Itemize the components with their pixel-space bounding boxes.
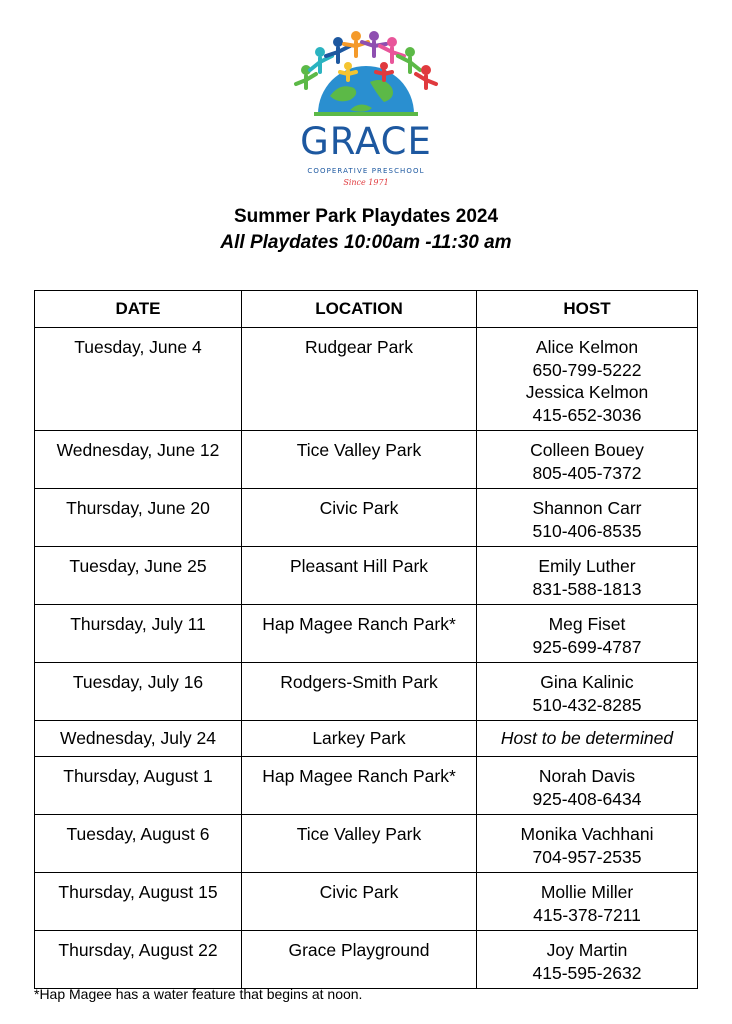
date-cell: Thursday, August 1: [35, 757, 242, 815]
date-cell: Wednesday, July 24: [35, 721, 242, 757]
location-cell: Hap Magee Ranch Park*: [242, 757, 477, 815]
table-header-row: [35, 291, 698, 328]
school-logo: [290, 26, 442, 187]
host-cell: [477, 721, 698, 757]
host-name: Norah Davis: [538, 766, 636, 786]
host-phone: 510-406-8535: [532, 520, 642, 541]
host-cell: [477, 663, 698, 721]
host-phone: 415-652-3036: [532, 404, 642, 425]
host-name: Alice Kelmon: [535, 337, 639, 357]
host-phone: 415-378-7211: [533, 904, 641, 925]
host-name: Shannon Carr: [532, 498, 642, 518]
host-phone: 925-408-6434: [532, 788, 642, 809]
date-cell: Thursday, July 11: [35, 605, 242, 663]
column-header-host: HOST: [477, 291, 698, 328]
host-cell: [477, 431, 698, 489]
host-phone: 925-699-4787: [532, 636, 642, 657]
column-header-date: DATE: [35, 291, 242, 328]
host-cell: [477, 328, 698, 431]
table-row: [35, 663, 698, 721]
table-row: [35, 489, 698, 547]
table-row: [35, 815, 698, 873]
date-cell: Tuesday, June 4: [35, 328, 242, 431]
host-cell: [477, 873, 698, 931]
host-name: Joy Martin: [546, 940, 628, 960]
page-title: Summer Park Playdates 2024: [233, 206, 499, 227]
host-cell: [477, 547, 698, 605]
location-cell: Hap Magee Ranch Park*: [242, 605, 477, 663]
host-cell: [477, 931, 698, 989]
date-cell: Thursday, August 22: [35, 931, 242, 989]
host-name: Meg Fiset: [548, 614, 626, 634]
host-phone: 650-799-5222: [532, 359, 642, 380]
host-name: Gina Kalinic: [540, 672, 634, 692]
host-cell: [477, 757, 698, 815]
date-cell: Thursday, August 15: [35, 873, 242, 931]
table-row: [35, 547, 698, 605]
host-name: Colleen Bouey: [530, 440, 644, 460]
location-cell: Pleasant Hill Park: [242, 547, 477, 605]
host-name: Mollie Miller: [540, 882, 634, 902]
school-name: GRACE: [300, 120, 432, 163]
host-name: Monika Vachhani: [520, 824, 654, 844]
host-phone: 831-588-1813: [532, 578, 642, 599]
column-header-location: LOCATION: [242, 291, 477, 328]
host-name: Emily Luther: [538, 556, 636, 576]
host-phone: 704-957-2535: [532, 846, 642, 867]
host-phone: 805-405-7372: [532, 462, 642, 483]
host-cell: [477, 605, 698, 663]
table-row: [35, 721, 698, 757]
host-phone: 510-432-8285: [532, 694, 642, 715]
host-name: Jessica Kelmon: [525, 382, 649, 402]
date-cell: Wednesday, June 12: [35, 431, 242, 489]
location-cell: Rudgear Park: [242, 328, 477, 431]
table-row: [35, 757, 698, 815]
location-cell: Civic Park: [242, 489, 477, 547]
table-row: [35, 328, 698, 431]
school-since: Since 1971: [343, 178, 389, 187]
date-cell: Tuesday, August 6: [35, 815, 242, 873]
host-cell: [477, 489, 698, 547]
location-cell: Grace Playground: [242, 931, 477, 989]
playdate-schedule-table: [34, 290, 698, 989]
school-tagline: COOPERATIVE PRESCHOOL: [307, 167, 425, 175]
globe-children-icon: [290, 26, 442, 122]
footnote: *Hap Magee has a water feature that begins at noon.: [34, 986, 363, 1002]
date-cell: Thursday, June 20: [35, 489, 242, 547]
table-row: [35, 873, 698, 931]
host-tbd: Host to be determined: [500, 728, 674, 748]
host-cell: [477, 815, 698, 873]
table-row: [35, 605, 698, 663]
location-cell: Tice Valley Park: [242, 815, 477, 873]
table-row: [35, 431, 698, 489]
location-cell: Rodgers-Smith Park: [242, 663, 477, 721]
location-cell: Tice Valley Park: [242, 431, 477, 489]
date-cell: Tuesday, July 16: [35, 663, 242, 721]
host-phone: 415-595-2632: [532, 962, 642, 983]
date-cell: Tuesday, June 25: [35, 547, 242, 605]
location-cell: Civic Park: [242, 873, 477, 931]
table-row: [35, 931, 698, 989]
location-cell: Larkey Park: [242, 721, 477, 757]
page-subtitle: All Playdates 10:00am -11:30 am: [220, 232, 512, 253]
